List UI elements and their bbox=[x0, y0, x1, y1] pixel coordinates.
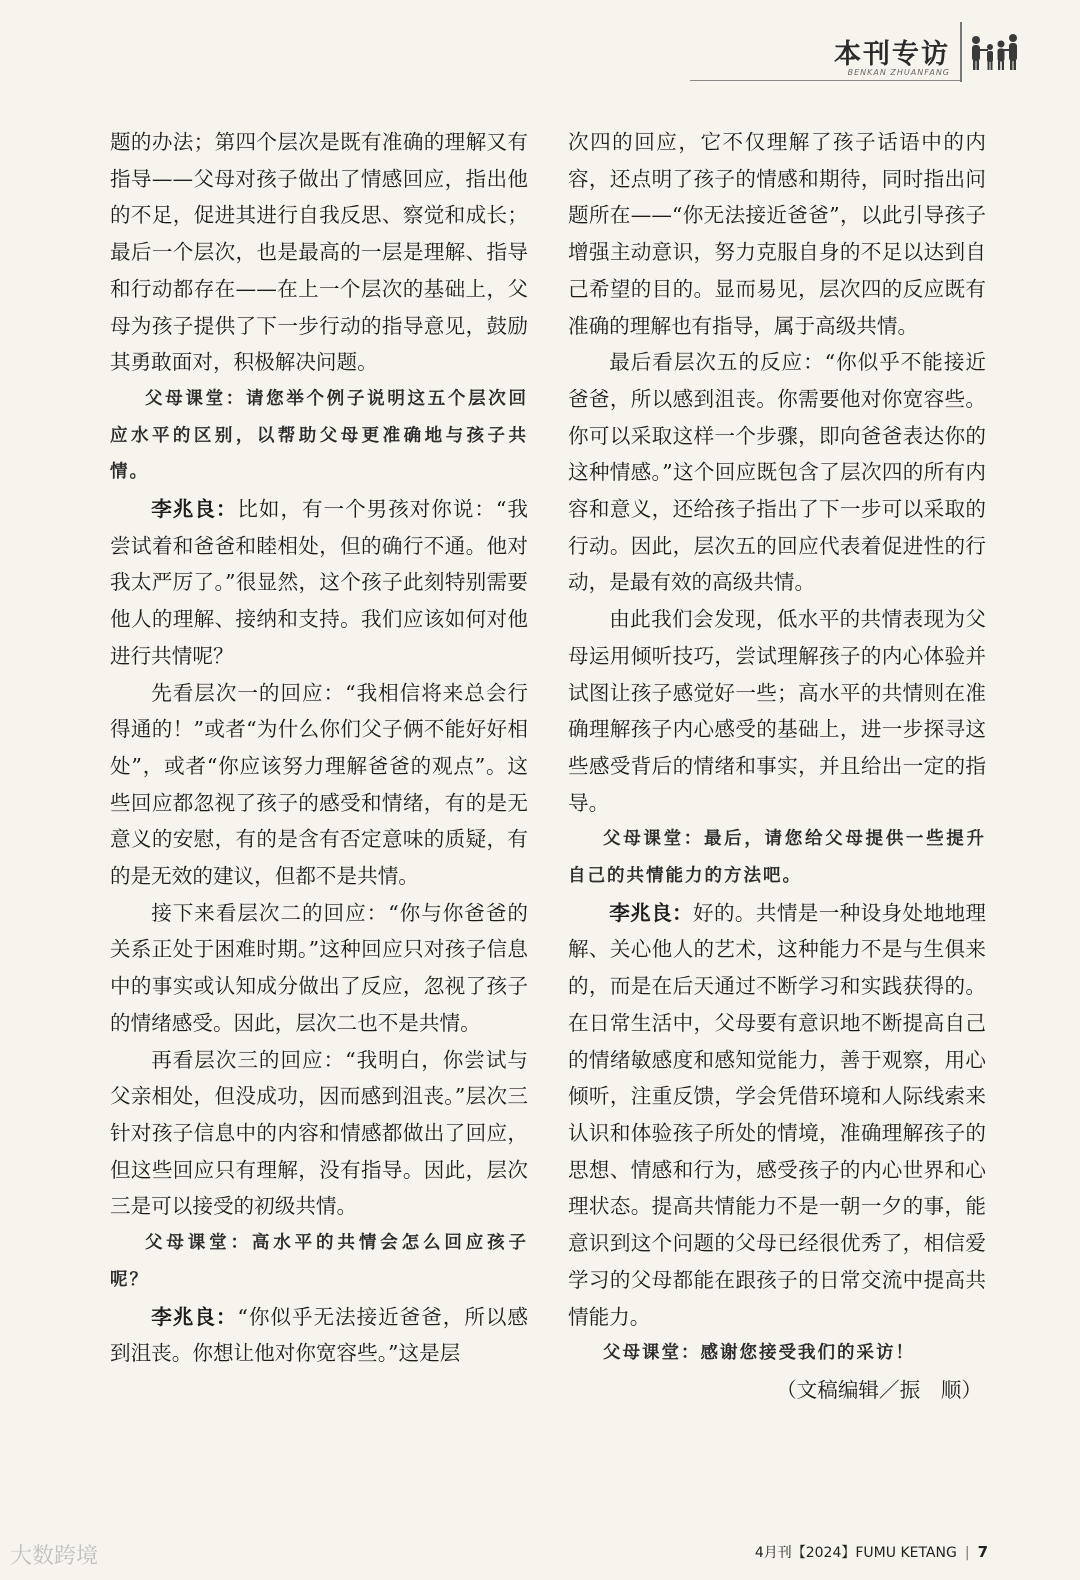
paragraph: 题的办法；第四个层次是既有准确的理解又有指导——父母对孩子做出了情感回应，指出他的不足，促进其进行自我反思、察觉和成长；最后一个层次，也是最高的一层是理解、指导和行动都存在——在上一个层次的基础上，父母为孩子提供了下一步行动的指导意见，鼓励其勇敢面对，积极解决问题。 bbox=[110, 130, 528, 375]
watermark: 大数跨境 bbox=[10, 1544, 99, 1569]
right-text-column bbox=[568, 124, 986, 1409]
interviewer-question: 父母课堂：高水平的共情会怎么回应孩子呢？ bbox=[110, 1233, 528, 1290]
paragraph: 接下来看层次二的回应：“你与你爸爸的关系正处于困难时期。”这种回应只对孩子信息中的事实或认知成分做出了反应，忽视了孩子的情绪感受。因此，层次二也不是共情。 bbox=[110, 900, 528, 1035]
interviewer-question: 父母课堂：最后，请您给父母提供一些提升自己的共情能力的方法吧。 bbox=[568, 829, 986, 887]
speaker-label: 李兆良： bbox=[151, 497, 238, 522]
editor-credit: （文稿编辑／振 顺） bbox=[776, 1377, 982, 1402]
column-header bbox=[690, 22, 1020, 82]
interviewee-answer: 李兆良：好的。共情是一种设身处地地理解、关心他人的艺术，这种能力不是与生俱来的，而是在后天通过不断学习和实践获得的。在日常生活中，父母要有意识地不断提高自己的情绪敏感度和感知觉能力，善于观察，用心倾听，注重反馈，学会凭借环境和人际线索来认识和体验孩子所处的情境，准确理解孩子的思想、情感和行为，感受孩子的内心世界和心理状态。提高共情能力不是一朝一夕的事，能意识到这个问题的父母已经很优秀了，相信爱学习的父母都能在跟孩子的日常交流中提高共情能力。 bbox=[568, 900, 987, 1329]
interviewer-question: 父母课堂：请您举个例子说明这五个层次回应水平的区别，以帮助父母更准确地与孩子共情。 bbox=[110, 388, 528, 483]
paragraph: 次四的回应，它不仅理解了孩子话语中的内容，还点明了孩子的情感和期待，同时指出问题所在——“你无法接近爸爸”，以此引导孩子增强主动意识，努力克服自身的不足以达到自己希望的目的。显而易见，层次四的反应既有准确的理解也有指导，属于高级共情。 bbox=[568, 130, 986, 338]
header-rule bbox=[690, 80, 960, 81]
header-divider bbox=[960, 22, 962, 82]
interviewer-question: 父母课堂：感谢您接受我们的采访！ bbox=[603, 1343, 915, 1364]
section-title: 本刊专访 bbox=[834, 39, 950, 70]
page-footer bbox=[755, 1542, 988, 1562]
paragraph: 先看层次一的回应：“我相信将来总会行得通的！”或者“为什么你们父子俩不能好好相处”，或者“你应该努力理解爸爸的观点”。这些回应都忽视了孩子的感受和情绪，有的是无意义的安慰，有的是含有否定意味的质疑，有的是无效的建议，但都不是共情。 bbox=[110, 680, 528, 889]
left-text-column bbox=[110, 124, 528, 1372]
speaker-label: 李兆良： bbox=[609, 900, 694, 925]
page-number: 7 bbox=[977, 1543, 988, 1561]
family-silhouette-icon bbox=[968, 32, 1020, 72]
section-subtitle: BENKAN ZHUANFANG bbox=[847, 68, 950, 77]
paragraph: 再看层次三的回应：“我明白，你尝试与父亲相处，但没成功，因而感到沮丧。”层次三针对孩子信息中的内容和情感都做出了回应，但这些回应只有理解，没有指导。因此，层次三是可以接受的初级共情。 bbox=[110, 1047, 528, 1219]
footer-divider: | bbox=[964, 1545, 970, 1561]
issue-label: 4月刊【2024】FUMU KETANG bbox=[754, 1545, 957, 1561]
paragraph: 由此我们会发现，低水平的共情表现为父母运用倾听技巧，尝试理解孩子的内心体验并试图让孩子感觉好一些；高水平的共情则在准确理解孩子内心感受的基础上，进一步探寻这些感受背后的情绪和事实，并且给出一定的指导。 bbox=[568, 607, 986, 815]
paragraph: 最后看层次五的反应：“你似乎不能接近爸爸，所以感到沮丧。你需要他对你宽容些。你可以采取这样一个步骤，即向爸爸表达你的这种情感。”这个回应既包含了层次四的所有内容和意义，还给孩子指出了下一步可以采取的行动。因此，层次五的回应代表着促进性的行动，是最有效的高级共情。 bbox=[568, 350, 986, 595]
speaker-label: 李兆良： bbox=[151, 1304, 238, 1329]
interviewee-answer: 李兆良：“你似乎无法接近爸爸，所以感到沮丧。你想让他对你宽容些。”这是层 bbox=[110, 1304, 528, 1366]
interviewee-answer: 李兆良：比如，有一个男孩对你说：“我尝试着和爸爸和睦相处，但的确行不通。他对我太严厉了。”很显然，这个孩子此刻特别需要他人的理解、接纳和支持。我们应该如何对他进行共情呢？ bbox=[110, 497, 528, 668]
